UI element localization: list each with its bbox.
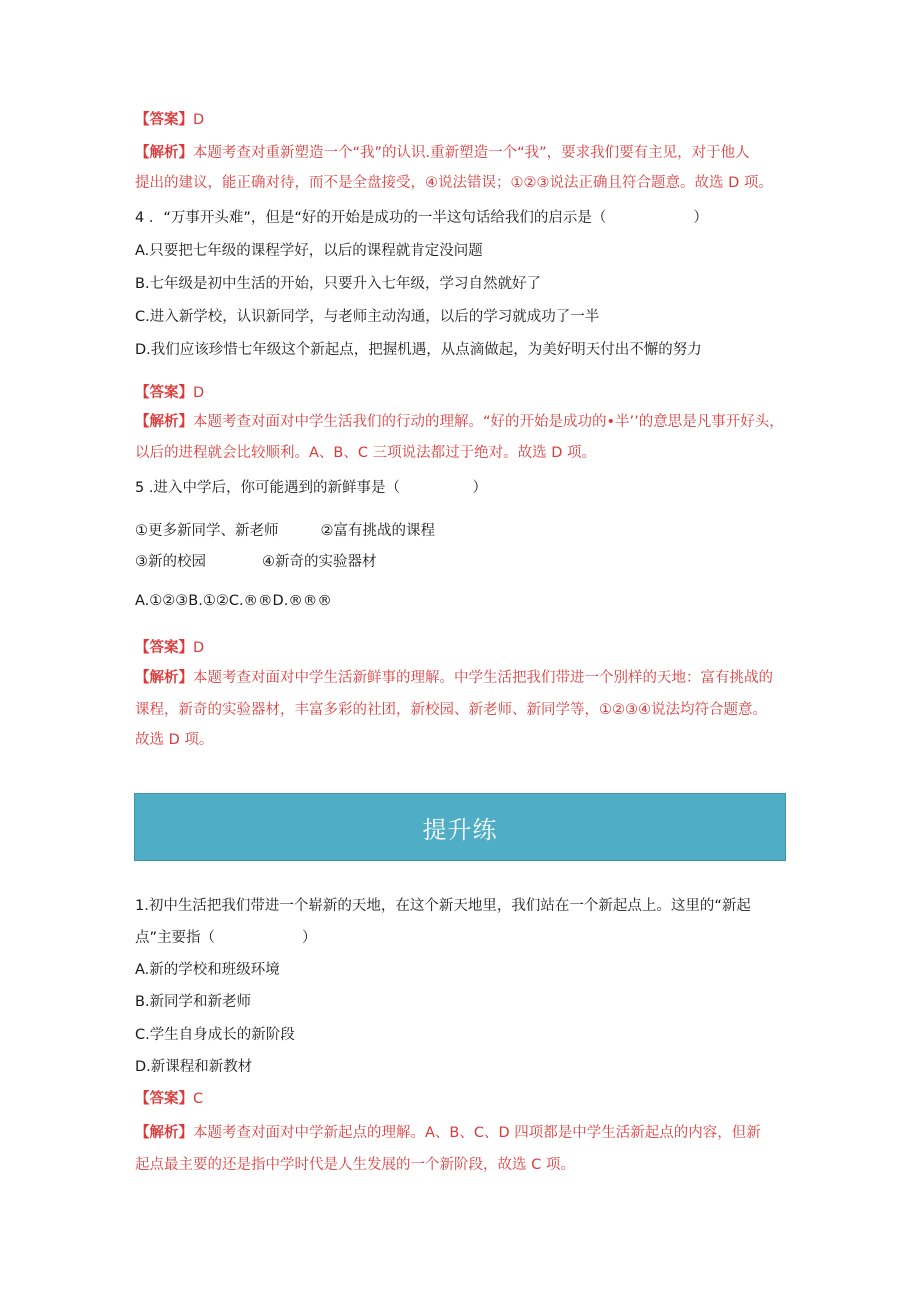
q5-item-4: ④新奇的实验器材: [262, 554, 377, 570]
q5-items-row-2: [135, 552, 377, 572]
answer-tag: 【答案】: [135, 640, 193, 656]
answer-value: D: [193, 385, 205, 401]
analysis-text: 本题考查对面对中学新起点的理解。A、B、C、D 四项都是中学生活新起点的内容，但新: [193, 1125, 761, 1141]
analysis-text: 本题考查对重新塑造一个“我”的认识.重新塑造一个“我”，要求我们要有主见，对于他人: [193, 145, 750, 161]
q3-analysis-line-1: [135, 143, 750, 163]
q5-item-3: ③新的校园: [135, 554, 206, 570]
q4-analysis-line-2: 以后的进程就会比较顺利。A、B、C 三项说法都过于绝对。故选 D 项。: [135, 445, 596, 461]
analysis-tag: 【解析】: [135, 670, 193, 686]
p1-option-d: D.新课程和新教材: [135, 1059, 253, 1075]
p1-analysis-line-2: 起点最主要的还是指中学时代是人生发展的一个新阶段，故选 C 项。: [135, 1157, 575, 1173]
q5-stem: 5 .进入中学后，你可能遇到的新鲜事是（ ）: [135, 480, 487, 496]
p1-answer: [135, 1089, 203, 1109]
p1-option-a: A.新的学校和班级环境: [135, 962, 280, 978]
p1-stem-line-1: 1.初中生活把我们带进一个崭新的天地，在这个新天地里，我们站在一个新起点上。这里的“新起: [135, 898, 751, 914]
q4-analysis-line-1: [135, 412, 784, 432]
section-title: 提升练: [422, 815, 498, 844]
q5-items-row-1: [135, 521, 435, 541]
analysis-tag: 【解析】: [135, 414, 193, 430]
q4-option-a: A.只要把七年级的课程学好，以后的课程就肯定没问题: [135, 243, 483, 259]
answer-tag: 【答案】: [135, 1091, 193, 1107]
answer-tag: 【答案】: [135, 112, 193, 128]
p1-analysis-line-1: [135, 1123, 761, 1143]
q5-analysis-line-3: 故选 D 项。: [135, 732, 214, 748]
q5-item-2: ②富有挑战的课程: [320, 523, 435, 539]
q5-analysis-line-2: 课程，新奇的实验器材，丰富多彩的社团，新校园、新老师、新同学等，①②③④说法均符合题意。: [135, 702, 767, 718]
p1-option-c: C.学生自身成长的新阶段: [135, 1027, 295, 1043]
q4-option-c: C.进入新学校，认识新同学，与老师主动沟通，以后的学习就成功了一半: [135, 309, 600, 325]
answer-value: D: [193, 640, 205, 656]
answer-tag: 【答案】: [135, 385, 193, 401]
q3-answer: [135, 110, 204, 130]
section-banner: [134, 793, 786, 861]
analysis-text: 本题考查对面对中学生活新鲜事的理解。中学生活把我们带进一个别样的天地：富有挑战的: [193, 670, 773, 686]
q5-item-1: ①更多新同学、新老师: [135, 523, 279, 539]
analysis-text: 本题考查对面对中学生活我们的行动的理解。“好的开始是成功的•半’’的意思是凡事开好头，: [193, 414, 784, 430]
q4-stem: 4 ．“万事开头难”，但是“好的开始是成功的一半这句话给我们的启示是（ ）: [135, 210, 708, 226]
q4-option-b: B.七年级是初中生活的开始，只要升入七年级，学习自然就好了: [135, 276, 542, 292]
q5-answer: [135, 638, 204, 658]
q3-analysis-line-2: 提出的建议，能正确对待，而不是全盘接受，④说法错误；①②③说法正确且符合题意。故选 D 项。: [135, 175, 773, 191]
analysis-tag: 【解析】: [135, 145, 193, 161]
analysis-tag: 【解析】: [135, 1125, 193, 1141]
p1-option-b: B.新同学和新老师: [135, 994, 252, 1010]
q4-option-d: D.我们应该珍惜七年级这个新起点，把握机遇，从点滴做起，为美好明天付出不懈的努力: [135, 342, 702, 358]
answer-value: C: [193, 1091, 204, 1107]
p1-stem-line-2: 点”主要指（ ）: [135, 930, 317, 946]
q4-answer: [135, 383, 204, 403]
q5-options: A.①②③B.①②C.®®D.®®®: [135, 593, 332, 609]
q5-analysis-line-1: [135, 668, 773, 688]
answer-value: D: [193, 112, 205, 128]
